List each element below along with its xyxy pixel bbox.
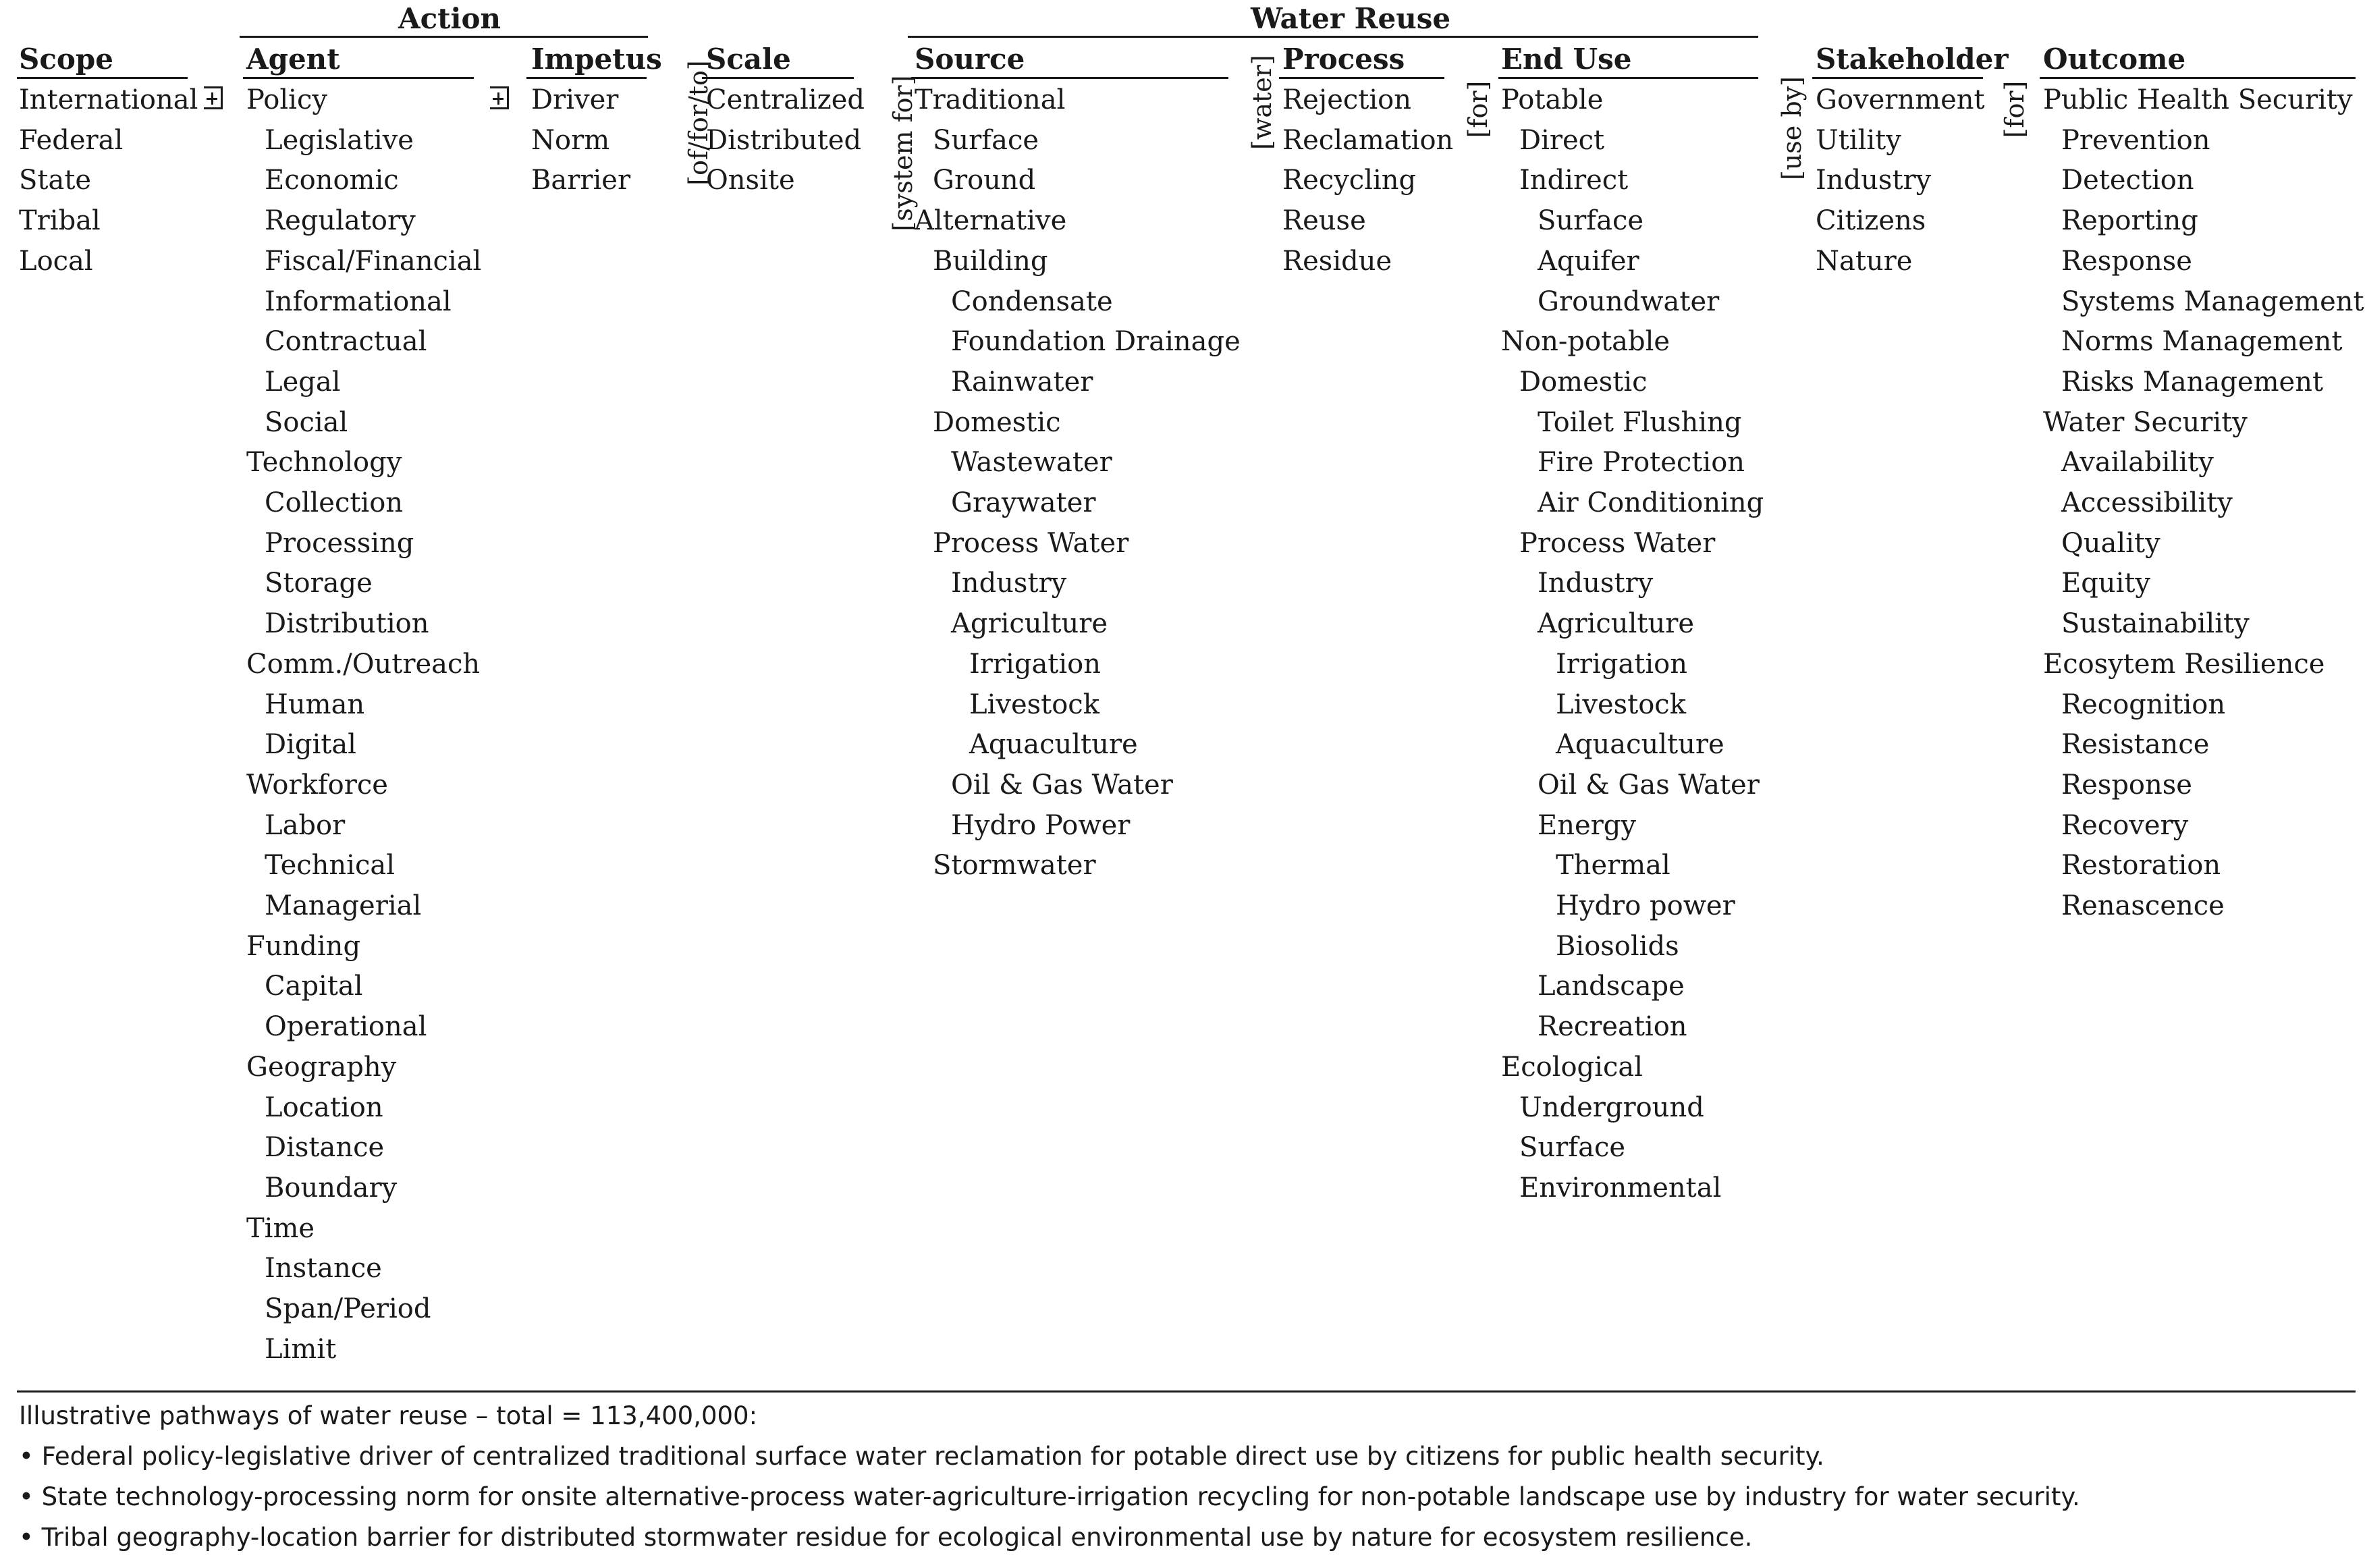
column-header-outcome: Outcome [2043, 43, 2186, 76]
end-use-item: Thermal [1556, 850, 1670, 882]
agent-item: Economic [265, 165, 399, 196]
outcome-item: Recovery [2061, 809, 2189, 841]
end-use-item: Livestock [1556, 688, 1686, 720]
agent-item: Span/Period [265, 1293, 431, 1324]
agent-item: Labor [265, 809, 346, 841]
end-use-item: Domestic [1519, 366, 1648, 398]
end-use-item: Agriculture [1538, 608, 1694, 640]
stakeholder-item: Citizens [1816, 205, 1926, 237]
outcome-item: Resistance [2061, 729, 2210, 761]
stakeholder-item: Government [1816, 84, 1985, 115]
column-header-scope: Scope [19, 43, 114, 76]
source-item: Alternative [915, 205, 1067, 237]
header-underline-stakeholder [1812, 77, 1983, 79]
outcome-item: Water Security [2043, 406, 2248, 438]
stakeholder-item: Industry [1816, 165, 1932, 196]
end-use-item: Biosolids [1556, 930, 1679, 962]
connector-water: [water] [1247, 55, 1277, 150]
agent-item: Social [265, 406, 348, 438]
source-item: Aquaculture [969, 729, 1138, 761]
column-header-end-use: End Use [1501, 43, 1632, 76]
connector-use-by: [use by] [1777, 76, 1807, 180]
scope-item: Tribal [19, 205, 101, 237]
outcome-item: Availability [2061, 447, 2214, 479]
end-use-item: Underground [1519, 1091, 1704, 1123]
connector-of-for-to: [of/for/to] [684, 60, 713, 186]
agent-item: Digital [265, 729, 356, 761]
agent-item: Geography [246, 1051, 397, 1083]
agent-item: Informational [265, 286, 452, 317]
outcome-item: Quality [2061, 527, 2160, 559]
outcome-item: Detection [2061, 165, 2194, 196]
plus-bracket-icon [204, 86, 223, 109]
source-item: Graywater [951, 487, 1096, 518]
source-item: Process Water [933, 527, 1129, 559]
agent-item: Contractual [265, 326, 427, 358]
header-underline-outcome [2040, 77, 2356, 79]
end-use-item: Landscape [1538, 971, 1685, 1002]
source-item: Livestock [969, 688, 1099, 720]
column-header-agent: Agent [246, 43, 340, 76]
outcome-item: Sustainability [2061, 608, 2250, 640]
end-use-item: Fire Protection [1538, 447, 1745, 479]
column-header-impetus: Impetus [531, 43, 662, 76]
column-header-stakeholder: Stakeholder [1816, 43, 2009, 76]
outcome-item: Ecosytem Resilience [2043, 648, 2325, 680]
scale-item: Distributed [706, 124, 862, 156]
process-item: Rejection [1282, 84, 1411, 115]
scope-item: Federal [19, 124, 124, 156]
agent-item: Instance [265, 1253, 382, 1285]
outcome-item: Reporting [2061, 205, 2198, 237]
end-use-item: Irrigation [1556, 648, 1687, 680]
header-underline-source [911, 77, 1228, 79]
source-item: Condensate [951, 286, 1113, 317]
scale-item: Onsite [706, 165, 795, 196]
agent-item: Managerial [265, 890, 422, 921]
agent-item: Storage [265, 568, 373, 599]
end-use-item: Groundwater [1538, 286, 1720, 317]
agent-item: Capital [265, 971, 363, 1002]
end-use-item: Direct [1519, 124, 1605, 156]
footer-rule [17, 1390, 2356, 1393]
impetus-item: Barrier [531, 165, 631, 196]
footer-bullet: • Tribal geography-location barrier for distributed stormwater residue for ecological environmental use by nature for ecosystem resilience. [19, 1523, 1753, 1552]
process-item: Reuse [1282, 205, 1366, 237]
column-header-scale: Scale [706, 43, 791, 76]
header-underline-process [1279, 77, 1444, 79]
source-item: Domestic [933, 406, 1061, 438]
agent-item: Workforce [246, 769, 388, 801]
end-use-item: Aquaculture [1556, 729, 1724, 761]
end-use-item: Air Conditioning [1538, 487, 1764, 518]
stakeholder-item: Utility [1816, 124, 1901, 156]
footer-bullet: • State technology-processing norm for onsite alternative-process water-agriculture-irrigation recycling for non-potable landscape use by industry for water security. [19, 1482, 2080, 1511]
header-underline-end-use [1498, 77, 1758, 79]
end-use-item: Environmental [1519, 1172, 1722, 1204]
header-underline-impetus [526, 77, 647, 79]
connector-system-for: [system for] [888, 75, 918, 232]
end-use-item: Potable [1501, 84, 1604, 115]
scope-item: State [19, 165, 92, 196]
source-item: Hydro Power [951, 809, 1131, 841]
end-use-item: Hydro power [1556, 890, 1735, 921]
end-use-item: Surface [1538, 205, 1644, 237]
source-item: Irrigation [969, 648, 1101, 680]
group-underline-water-reuse [908, 36, 1758, 38]
plus-bracket-icon [490, 86, 509, 109]
scale-item: Centralized [706, 84, 865, 115]
group-underline-action [240, 36, 648, 38]
agent-item: Regulatory [265, 205, 416, 237]
source-item: Building [933, 245, 1048, 277]
end-use-item: Oil & Gas Water [1538, 769, 1760, 801]
footer-title: Illustrative pathways of water reuse – total = 113,400,000: [19, 1401, 758, 1430]
agent-item: Operational [265, 1011, 427, 1043]
outcome-item: Risks Management [2061, 366, 2324, 398]
agent-item: Technical [265, 850, 396, 882]
agent-item: Boundary [265, 1172, 398, 1204]
group-header-action: Action [398, 2, 501, 35]
header-underline-agent [243, 77, 474, 79]
agent-item: Collection [265, 487, 404, 518]
impetus-item: Driver [531, 84, 619, 115]
header-underline-scope [17, 77, 188, 79]
process-item: Recycling [1282, 165, 1417, 196]
end-use-item: Indirect [1519, 165, 1629, 196]
outcome-item: Renascence [2061, 890, 2225, 921]
outcome-item: Equity [2061, 568, 2151, 599]
agent-item: Limit [265, 1333, 337, 1365]
connector-for-end-use: [for] [1463, 80, 1493, 138]
footer-bullet: • Federal policy-legislative driver of centralized traditional surface water reclamation for potable direct use by citizens for public health security. [19, 1442, 1824, 1471]
source-item: Wastewater [951, 447, 1112, 479]
agent-item: Legislative [265, 124, 414, 156]
end-use-item: Process Water [1519, 527, 1716, 559]
process-item: Residue [1282, 245, 1392, 277]
scope-item: Local [19, 245, 93, 277]
outcome-item: Public Health Security [2043, 84, 2353, 115]
outcome-item: Response [2061, 245, 2192, 277]
scope-item: International [19, 84, 198, 115]
impetus-item: Norm [531, 124, 610, 156]
agent-item: Location [265, 1091, 383, 1123]
source-item: Industry [951, 568, 1067, 599]
agent-item: Comm./Outreach [246, 648, 481, 680]
agent-item: Funding [246, 930, 361, 962]
end-use-item: Ecological [1501, 1051, 1643, 1083]
header-underline-scale [702, 77, 854, 79]
connector-for-outcome: [for] [2000, 80, 2030, 138]
source-item: Foundation Drainage [951, 326, 1241, 358]
outcome-item: Response [2061, 769, 2192, 801]
end-use-item: Aquifer [1538, 245, 1639, 277]
agent-item: Fiscal/Financial [265, 245, 482, 277]
agent-item: Legal [265, 366, 341, 398]
agent-item: Distribution [265, 608, 429, 640]
agent-item: Distance [265, 1132, 385, 1164]
source-item: Traditional [915, 84, 1066, 115]
end-use-item: Industry [1538, 568, 1654, 599]
agent-item: Policy [246, 84, 327, 115]
source-item: Rainwater [951, 366, 1093, 398]
agent-item: Technology [246, 447, 402, 479]
source-item: Ground [933, 165, 1036, 196]
agent-item: Processing [265, 527, 414, 559]
outcome-item: Restoration [2061, 850, 2221, 882]
column-header-process: Process [1282, 43, 1405, 76]
outcome-item: Recognition [2061, 688, 2226, 720]
agent-item: Time [246, 1212, 315, 1244]
end-use-item: Surface [1519, 1132, 1626, 1164]
stakeholder-item: Nature [1816, 245, 1913, 277]
column-header-source: Source [915, 43, 1025, 76]
outcome-item: Accessibility [2061, 487, 2233, 518]
agent-item: Human [265, 688, 365, 720]
end-use-item: Toilet Flushing [1538, 406, 1742, 438]
outcome-item: Prevention [2061, 124, 2210, 156]
process-item: Reclamation [1282, 124, 1454, 156]
source-item: Stormwater [933, 850, 1096, 882]
source-item: Agriculture [951, 608, 1108, 640]
outcome-item: Systems Management [2061, 286, 2364, 317]
source-item: Surface [933, 124, 1039, 156]
end-use-item: Recreation [1538, 1011, 1687, 1043]
group-header-water-reuse: Water Reuse [1251, 2, 1451, 35]
outcome-item: Norms Management [2061, 326, 2343, 358]
source-item: Oil & Gas Water [951, 769, 1173, 801]
end-use-item: Non-potable [1501, 326, 1670, 358]
end-use-item: Energy [1538, 809, 1636, 841]
